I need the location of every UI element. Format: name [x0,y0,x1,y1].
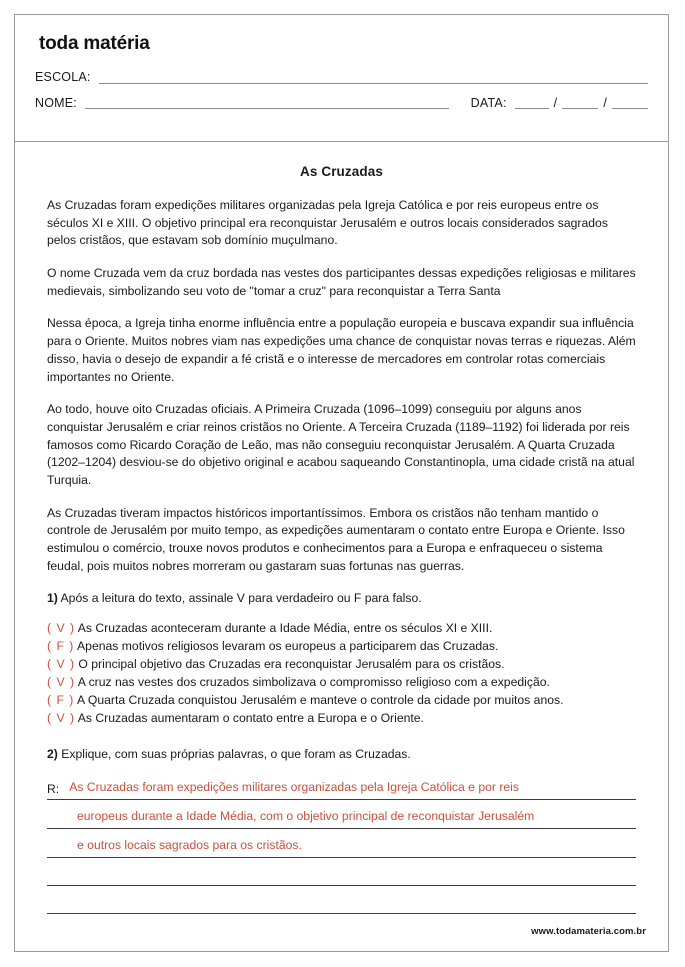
statement-text: A Quarta Cruzada conquistou Jerusalém e manteve o controle da cidade por muitos anos. [74,693,564,708]
answer-text[interactable]: e outros locais sagrados para os cristãos. [77,837,302,852]
answer-line-blank[interactable] [47,862,636,886]
answer-mark[interactable]: ( F ) [47,693,75,708]
field-row-nome [35,97,648,110]
question-1-number: 1) [47,591,58,606]
statement-text: Apenas motivos religiosos levaram os europeus a participarem das Cruzadas. [74,639,499,654]
answer-mark[interactable]: ( V ) [47,675,76,690]
list-item[interactable] [47,673,636,691]
statement-text: As Cruzadas aumentaram o contato entre a Europa e o Oriente. [75,711,424,726]
answer-line[interactable] [47,833,636,858]
question-2-text: Explique, com suas próprias palavras, o que foram as Cruzadas. [57,747,411,762]
statement-text: A cruz nas vestes dos cruzados simbolizava o compromisso religioso com a expedição. [75,675,550,690]
answer-prefix-label: R: [47,782,60,797]
footer-url: www.todamateria.com.br [531,926,646,937]
true-false-list [47,619,636,727]
text-paragraph: Ao todo, houve oito Cruzadas oficiais. A Primeira Cruzada (1096–1099) conseguiu por alguns anos conquistar Jerusalém e criar reinos cristãos no Oriente. A Terceira Cruzada (1189–1192) foi liderada por reis famosos como Ricardo Coração de Leão, mas não conseguiu reconquistar Jerusalém. A Quarta Cruzada (1202–1204) desviou-se do objetivo original e acabou saqueando Constantinopla, uma cidade cristã na atual Turquia. [47,402,635,487]
answer-mark[interactable]: ( V ) [47,711,76,726]
list-item[interactable] [47,655,636,673]
answer-area[interactable] [47,775,636,914]
page-title: As Cruzadas [300,164,383,179]
statement-text: As Cruzadas aconteceram durante a Idade Média, entre os séculos XI e XIII. [75,621,493,636]
data-month-input-line[interactable] [562,97,598,109]
field-row-escola [35,71,648,84]
text-paragraph: Nessa época, a Igreja tinha enorme influência entre a população europeia e buscava expandir sua influência para o Oriente. Muitos nobres viam nas expedições uma chance de conquistar novas terras e riquezas. Além disso, havia o desejo de expandir a fé cristã e o interesse de mercadores em controlar rotas comerciais importantes no Oriente. [47,316,636,384]
worksheet-page [14,14,669,952]
data-label: DATA: [470,95,507,110]
worksheet-content [15,142,668,914]
text-paragraph: As Cruzadas tiveram impactos históricos importantíssimos. Embora os cristãos não tenham mantido o controle de Jerusalém por muito tempo, as expedições aumentaram o contato entre Europa e Oriente. Isso estimulou o comércio, trouxe novos produtos e conhecimentos para a Europa e enfraqueceu o sistema feudal, pois muitos nobres morreram ou gastaram suas fortunas nas guerras. [47,505,625,573]
text-paragraph: As Cruzadas foram expedições militares organizadas pela Igreja Católica e por reis europeus entre os séculos XI e XIII. O objetivo principal era reconquistar Jerusalém e outros locais considerados sagrados pelos cristãos, que estavam sob domínio muçulmano. [47,198,608,248]
answer-mark[interactable]: ( V ) [47,621,76,636]
date-separator-1: / [553,95,558,110]
question-2-prompt [47,746,636,764]
list-item[interactable] [47,637,636,655]
list-item[interactable] [47,619,636,637]
answer-mark[interactable]: ( F ) [47,639,75,654]
answer-line[interactable] [47,775,636,800]
question-1-text: Após a leitura do texto, assinale V para verdadeiro ou F para falso. [57,591,422,606]
data-year-input-line[interactable] [612,97,648,109]
question-1-prompt [47,590,636,608]
brand-logo: toda matéria [39,33,150,54]
nome-label: NOME: [35,95,77,110]
worksheet-header [15,15,668,142]
text-paragraph: O nome Cruzada vem da cruz bordada nas vestes dos participantes dessas expedições religiosas e militares medievais, simbolizando seu voto de "tomar a cruz" para reconquistar a Terra Santa [47,266,636,298]
answer-line-blank[interactable] [47,890,636,914]
nome-input-line[interactable] [85,97,449,109]
escola-input-line[interactable] [99,72,648,84]
question-2-number: 2) [47,747,58,762]
list-item[interactable] [47,709,636,727]
date-separator-2: / [603,95,607,110]
escola-label: ESCOLA: [35,70,91,84]
answer-line[interactable] [47,804,636,829]
answer-text[interactable]: As Cruzadas foram expedições militares organizadas pela Igreja Católica e por reis [69,779,519,794]
data-day-input-line[interactable] [515,97,549,109]
list-item[interactable] [47,691,636,709]
statement-text: O principal objetivo das Cruzadas era reconquistar Jerusalém para os cristãos. [75,657,505,672]
answer-mark[interactable]: ( V ) [47,657,76,672]
answer-text[interactable]: europeus durante a Idade Média, com o objetivo principal de reconquistar Jerusalém [77,808,535,823]
